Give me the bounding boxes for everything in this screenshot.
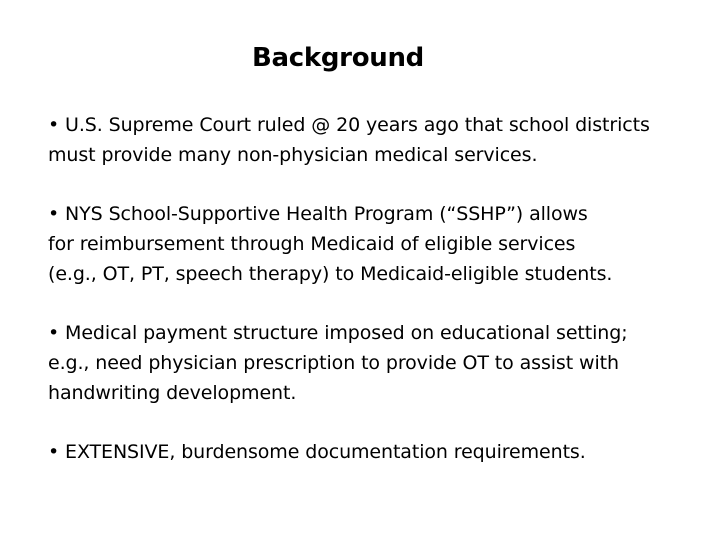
bullet-item: • EXTENSIVE, burdensome documentation requirements. xyxy=(48,441,586,463)
slide-title: Background xyxy=(252,43,424,73)
bullet-item: • U.S. Supreme Court ruled @ 20 years ago that school districts must provide many non-physician medical services. xyxy=(48,114,650,166)
bullet-item: • Medical payment structure imposed on educational setting; e.g., need physician prescription to provide OT to assist with handwriting development. xyxy=(48,322,628,404)
bullet-item: • NYS School-Supportive Health Program (“SSHP”) allows for reimbursement through Medicaid of eligible services (e.g., OT, PT, speech therapy) to Medicaid-eligible students. xyxy=(48,203,613,285)
bullet-list xyxy=(48,110,688,496)
